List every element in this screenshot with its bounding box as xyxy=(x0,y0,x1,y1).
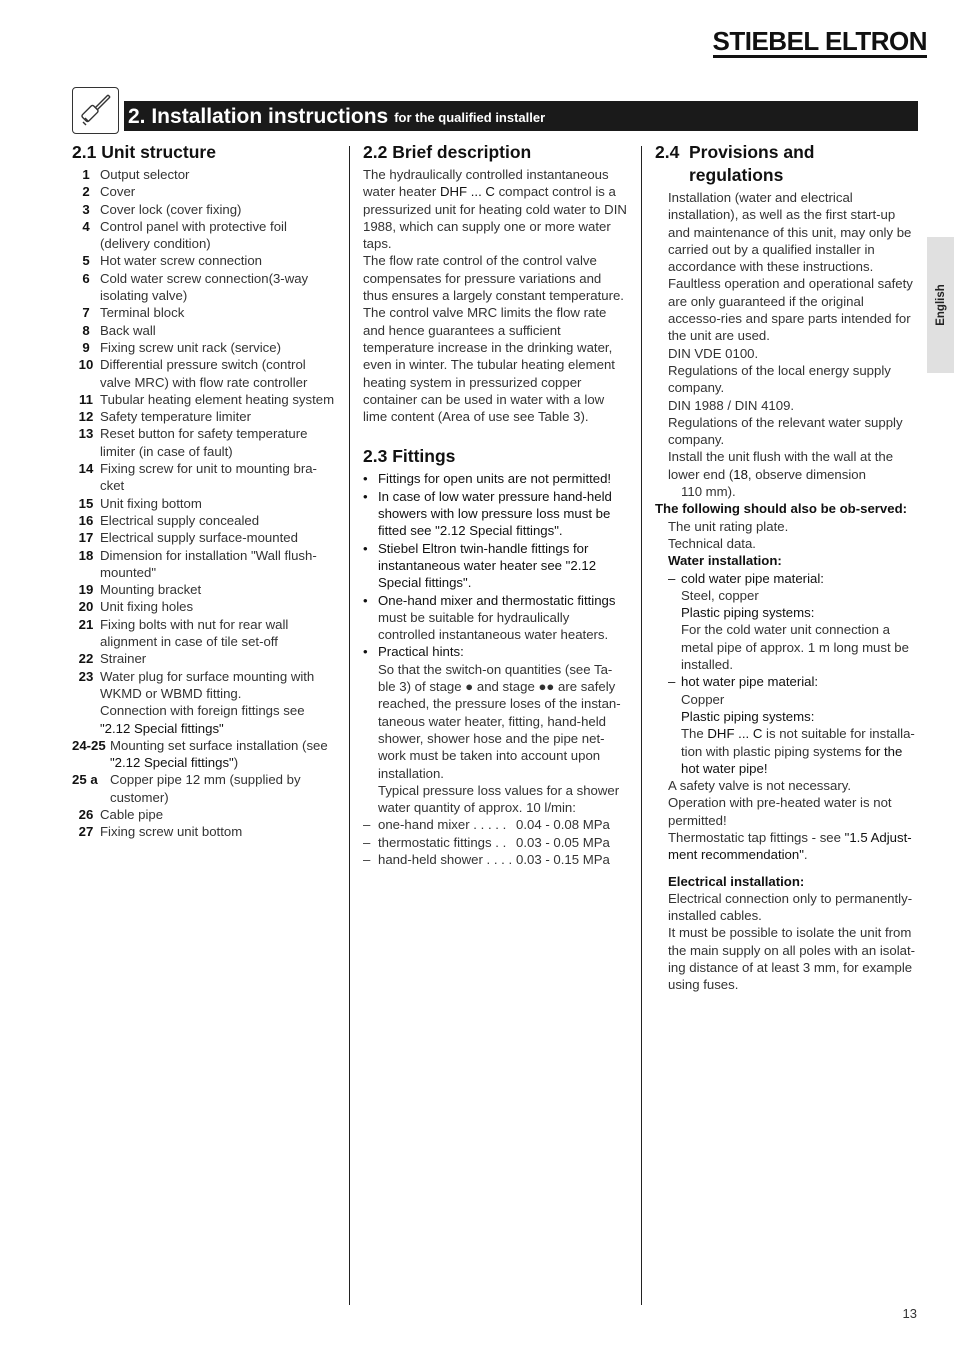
section-subtitle: for the qualified installer xyxy=(394,110,546,125)
unit-structure-title: 2.1 Unit structure xyxy=(72,142,216,162)
list-item: 13 Reset button for safety temperature limiter (in case of fault) xyxy=(78,426,308,459)
list-item: 27 Fixing screw unit bottom xyxy=(78,824,243,840)
list-item: 14 Fixing screw for unit to mounting bra-cket xyxy=(78,461,317,494)
practical-hints-text: So that the switch-on quantities (see Ta-ble 3) of stage ● and stage ●● are safely reached, the pressure loses of the instan-taneous water heater, fitting, hand-held shower, shower hose and the pipe net-work must be taken into account upon installation. xyxy=(378,661,621,781)
provisions-text: Technical data. xyxy=(668,535,756,551)
provisions-text: DIN 1988 / DIN 4109. xyxy=(668,397,795,413)
provisions-text: Plastic piping systems: xyxy=(681,605,815,621)
list-item: 23 Water plug for surface mounting with WKMD or WBMD fitting. Connection with foreign fittings see "2.12 Special fittings" xyxy=(78,668,315,736)
list-item: 2 Cover xyxy=(82,184,136,200)
brief-description-title: 2.2 Brief description xyxy=(363,142,532,162)
pressure-loss-row: – thermostatic fittings . . 0.03 - 0.05 MPa xyxy=(363,834,610,850)
list-item: • Stiebel Eltron twin-handle fittings for instantaneous water heater see "2.12 Special fittings". xyxy=(363,540,597,591)
brief-description-section xyxy=(363,141,629,868)
list-item: 20 Unit fixing holes xyxy=(78,599,194,615)
provisions-text: The DHF ... C is not suitable for installa-tion with plastic piping systems for the hot water pipe! xyxy=(681,726,915,776)
list-item: 21 Fixing bolts with nut for rear wall alignment in case of tile set-off xyxy=(78,616,289,650)
provisions-text: Plastic piping systems: xyxy=(681,708,815,724)
section-title: 2. Installation instructions xyxy=(128,105,389,128)
list-item: 5 Hot water screw connection xyxy=(82,253,262,269)
list-item: 24-25 Mounting set surface installation (see "2.12 Special fittings") xyxy=(72,737,328,771)
list-item: • One-hand mixer and thermostatic fittings must be suitable for hydraulically controlled instantaneous water heaters. xyxy=(363,592,616,643)
list-item: 18 Dimension for installation "Wall flush-mounted" xyxy=(78,547,317,580)
provisions-text: Copper xyxy=(681,691,725,707)
provisions-text: For the cold water unit connection a metal pipe of approx. 1 m long must be installed. xyxy=(681,622,909,673)
also-observed-heading: The following should also be ob-served: xyxy=(655,501,908,517)
list-item: 1 Output selector xyxy=(82,167,190,182)
unit-structure-section xyxy=(72,141,336,841)
language-tab-label: English xyxy=(934,284,947,326)
list-item: 25 a Copper pipe 12 mm (supplied by customer) xyxy=(72,772,301,805)
brand-logo: STIEBEL ELTRON xyxy=(712,26,927,56)
pressure-loss-intro: Typical pressure loss values for a shower water quantity of approx. 10 l/min: xyxy=(378,782,620,816)
list-item: – cold water pipe material: xyxy=(668,570,824,586)
provisions-text: Regulations of the relevant water supply company. xyxy=(668,414,903,448)
list-item: • Practical hints: xyxy=(363,644,464,660)
list-item: 11 Tubular heating element heating system xyxy=(79,391,335,407)
provisions-text: Regulations of the local energy supply company. xyxy=(668,362,891,396)
provisions-text: Steel, copper xyxy=(681,587,759,603)
page-number: 13 xyxy=(902,1306,917,1321)
water-installation-heading: Water installation: xyxy=(668,553,782,569)
list-item: 6 Cold water screw connection(3-way isolating valve) xyxy=(82,270,309,304)
list-item: 19 Mounting bracket xyxy=(78,582,202,598)
list-item: 10 Differential pressure switch (control valve MRC) with flow rate controller xyxy=(78,357,308,390)
list-item: • Fittings for open units are not permitted! xyxy=(363,471,612,487)
list-item: 22 Strainer xyxy=(78,651,147,667)
provisions-text: Thermostatic tap fittings - see "1.5 Adjust-ment recommendation". xyxy=(668,829,912,863)
fittings-title: 2.3 Fittings xyxy=(363,446,456,467)
pressure-loss-row: – hand-held shower . . . . 0.03 - 0.15 MPa xyxy=(363,851,610,867)
provisions-title: 2.4 Provisions and regulations xyxy=(655,142,815,185)
provisions-text: DIN VDE 0100. xyxy=(668,345,759,361)
list-item: 4 Control panel with protective foil (delivery condition) xyxy=(82,218,287,252)
brief-description-text-2: The flow rate control of the control valve compensates for pressure variations and thus ensures a largely constant temperature. The control valve MRC limits the flow rate and hence guarantees a sufficient temperature increase in the drinking water, even in winter. The tubular heating element heating system in pressurized copper container can be used in water with a low lime content (Area of use see Table 3). xyxy=(363,253,624,425)
list-item: – hot water pipe material: xyxy=(668,674,819,690)
provisions-text: It must be possible to isolate the unit from the main supply on all poles with an isolat-ing distance of at least 3 mm, for example using fuses. xyxy=(668,925,916,993)
list-item: • In case of low water pressure hand-held showers with low pressure loss must be fitted see "2.12 Special fittings". xyxy=(363,488,612,539)
provisions-section xyxy=(655,141,919,994)
list-item: 16 Electrical supply concealed xyxy=(78,512,260,528)
brief-description-text: The hydraulically controlled instantaneous water heater DHF ... C compact control is a pressurized unit for heating cold water to DIN 1988, which can supply one or more water taps. xyxy=(363,167,627,252)
pressure-loss-row: – one-hand mixer . . . . . 0.04 - 0.08 MPa xyxy=(363,817,610,833)
list-item: 17 Electrical supply surface-mounted xyxy=(78,530,298,546)
list-item: 8 Back wall xyxy=(82,322,156,338)
unit-structure-list xyxy=(72,166,336,841)
provisions-text: The unit rating plate. xyxy=(668,518,789,534)
list-item: 9 Fixing screw unit rack (service) xyxy=(82,339,281,355)
column-divider xyxy=(641,146,642,1305)
section-header xyxy=(124,101,918,131)
provisions-text: Install the unit flush with the wall at the lower end (18, observe dimension 110 mm). xyxy=(668,449,894,500)
list-item: 7 Terminal block xyxy=(82,305,185,321)
provisions-text: Operation with pre-heated water is not permitted! xyxy=(668,795,892,828)
provisions-text: Faultless operation and operational safety are only guaranteed if the original accesso-ries and spare parts intended for the unit are used. xyxy=(668,276,913,344)
provisions-text: Installation (water and electrical installation), as well as the first start-up and maintenance of this unit, may only be carried out by a qualified installer in accordance with these instructions. xyxy=(668,190,912,275)
list-item: 3 Cover lock (cover fixing) xyxy=(82,201,242,217)
provisions-text: Electrical connection only to permanently-installed cables. xyxy=(668,890,913,924)
column-divider xyxy=(349,146,350,1305)
screwdriver-icon xyxy=(72,87,119,134)
fittings-list xyxy=(363,470,629,660)
provisions-text: A safety valve is not necessary. xyxy=(668,778,852,794)
list-item: 15 Unit fixing bottom xyxy=(78,495,202,511)
electrical-installation-heading: Electrical installation: xyxy=(668,873,805,889)
list-item: 12 Safety temperature limiter xyxy=(78,409,251,425)
pressure-loss-list xyxy=(363,816,629,868)
language-tab xyxy=(927,237,954,373)
list-item: 26 Cable pipe xyxy=(78,806,164,822)
